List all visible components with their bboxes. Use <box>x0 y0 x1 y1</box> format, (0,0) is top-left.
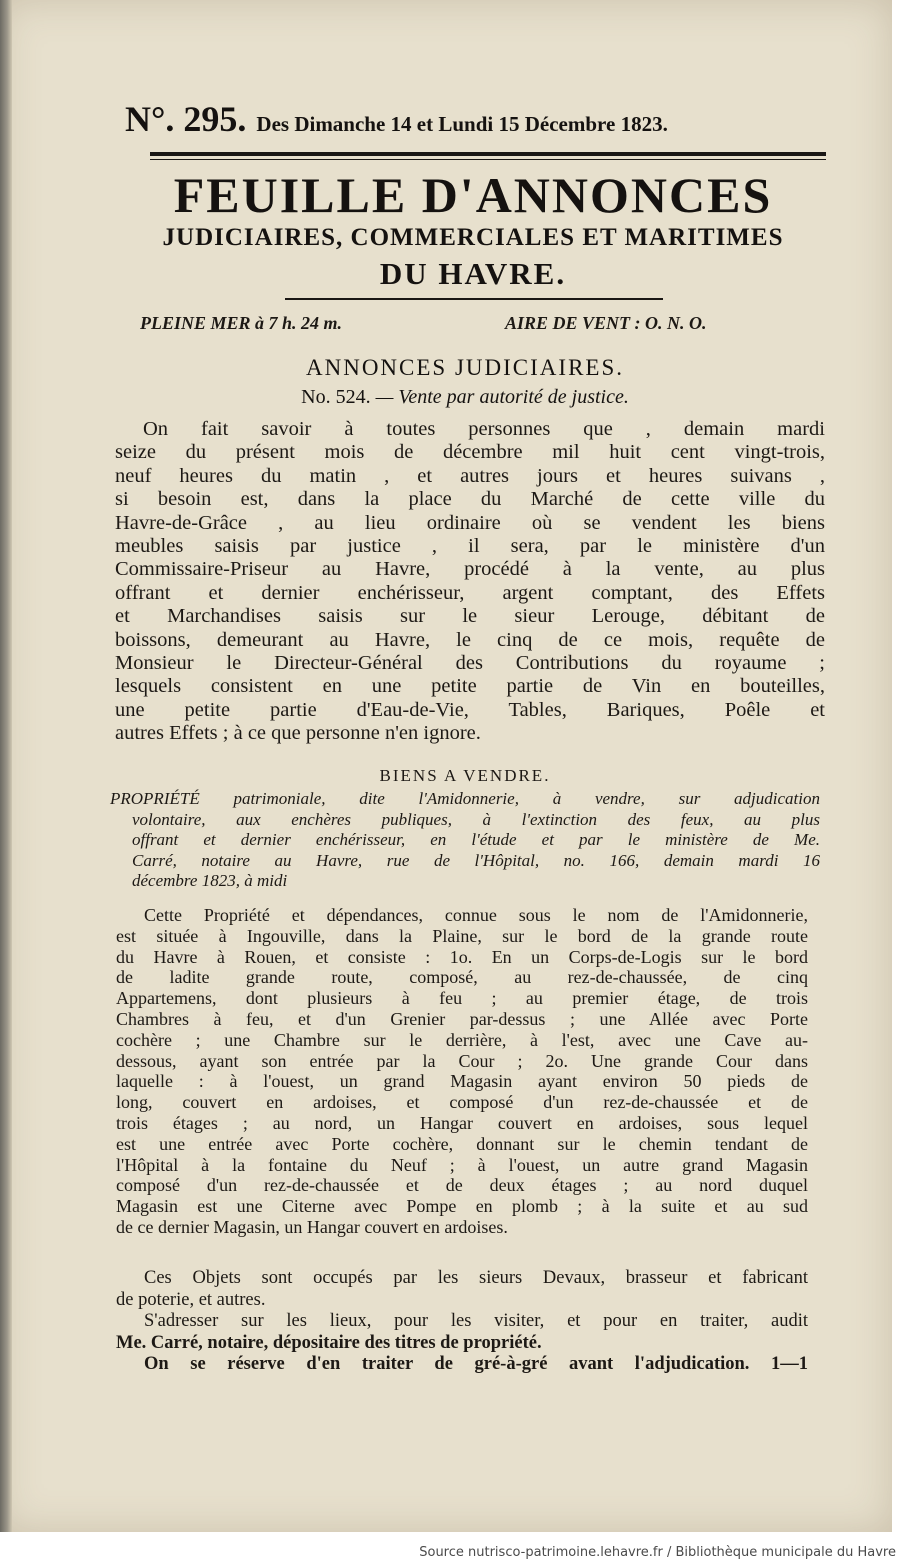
high-water-time: PLEINE MER à 7 h. 24 m. <box>140 313 343 333</box>
text-line: Cette Propriété et dépendances, connue sous le nom de l'Amidonnerie, <box>144 905 808 925</box>
issue-date: Des Dimanche 14 et Lundi 15 Décembre 1823. <box>256 112 668 136</box>
text-line: autres Effets ; à ce que personne n'en ignore. <box>115 722 481 745</box>
text-line: cochère ; une Chambre sur le derrière, à l'est, avec une Cave au- <box>116 1029 808 1050</box>
text-line: Appartemens, dont plusieurs à feu ; au premier étage, de trois <box>116 988 808 1009</box>
text-line: lesquels consistent en une petite partie de Vin en bouteilles, <box>115 675 825 698</box>
text-line: trois étages ; au nord, un Hangar couvert en ardoises, sous lequel <box>116 1112 808 1133</box>
text-line: Carré, notaire au Havre, rue de l'Hôpital, no. 166, demain mardi 16 <box>132 850 820 870</box>
masthead-rule <box>285 298 663 300</box>
judicial-heading: ANNONCES JUDICIAIRES. <box>305 355 624 380</box>
text-line: l'Hôpital à la fontaine du Neuf ; à l'ouest, un autre grand Magasin <box>116 1154 808 1175</box>
text-line: neuf heures du matin , et autres jours et heures suivans , <box>115 464 825 487</box>
header-rule-thick <box>150 152 826 156</box>
notice-number: No. 524. <box>301 386 371 408</box>
sale-heading: BIENS A VENDRE. <box>379 766 551 785</box>
text-line: décembre 1823, à midi <box>132 871 288 890</box>
source-credit: Source nutrisco-patrimoine.lehavre.fr / Bibliothèque municipale du Havre <box>419 1545 896 1560</box>
text-line: offrant et dernier enchérisseur, argent comptant, des Effets <box>115 581 825 604</box>
text-line: Monsieur le Directeur-Général des Contributions du royaume ; <box>115 652 825 675</box>
masthead-subtitle: JUDICIAIRES, COMMERCIALES ET MARITIMES <box>162 224 784 251</box>
text-line: une petite partie d'Eau-de-Vie, Tables, Bariques, Poêle et <box>115 698 825 721</box>
book-spine <box>0 0 12 1532</box>
text-line: S'adresser sur les lieux, pour les visiter, et pour en traiter, audit <box>144 1311 808 1331</box>
text-line: volontaire, aux enchères publiques, à l'extinction des feux, au plus <box>132 809 820 829</box>
text-line: offrant et dernier enchérisseur, en l'étude et par le ministère de Me. <box>132 830 820 849</box>
text-line: On fait savoir à toutes personnes que , demain mardi <box>143 418 825 440</box>
text-line: Chambres à feu, et d'un Grenier par-dessus ; une Allée avec Porte <box>116 1008 808 1029</box>
text-line: Ces Objets sont occupés par les sieurs Devaux, brasseur et fabricant <box>144 1268 808 1288</box>
sale-description <box>116 905 808 1238</box>
tide-info <box>140 313 820 334</box>
text-line: Me. Carré, notaire, dépositaire des titres de propriété. <box>116 1332 542 1353</box>
judicial-notice-title <box>110 386 820 409</box>
issue-number: N°. 295. <box>125 99 247 139</box>
text-line: Magasin est une Citerne avec Pompe en plomb ; à la suite et au sud <box>116 1196 808 1217</box>
sale-intro <box>110 789 820 892</box>
text-line: du Havre à Rouen, et consiste : 1o. En un Corps-de-Logis sur le bord <box>116 946 808 967</box>
text-line: est située à Ingouville, dans la Plaine, sur le bord de la grande route <box>116 925 808 946</box>
text-line: de ladite grande route, composé, au rez-de-chaussée, de cinq <box>116 967 808 988</box>
text-line: composé d'un rez-de-chaussée et de deux étages ; au nord duquel <box>116 1175 808 1196</box>
text-line: boissons, demeurant au Havre, le cinq de ce mois, requête de <box>115 628 825 651</box>
text-line: Commissaire-Priseur au Havre, procédé à la vente, au plus <box>115 558 825 581</box>
masthead-place: DU HAVRE. <box>379 256 567 291</box>
text-line: de poterie, et autres. <box>116 1289 266 1310</box>
text-line: dessous, ayant son entrée par la Cour ; 2o. Une grande Cour dans <box>116 1050 808 1071</box>
text-line: meubles saisis par justice , il sera, par le ministère d'un <box>115 535 825 558</box>
text-line: est une entrée avec Porte cochère, donnant sur le chemin tendant de <box>116 1133 808 1154</box>
text-line: Havre-de-Grâce , au lieu ordinaire où se vendent les biens <box>115 511 825 534</box>
header-rule-thin <box>150 159 826 160</box>
masthead-title: FEUILLE D'ANNONCES <box>173 167 773 223</box>
wind-direction: AIRE DE VENT : O. N. O. <box>505 313 707 333</box>
text-line: et Marchandises saisis sur le sieur Lerouge, débitant de <box>115 605 825 628</box>
sale-closing <box>116 1268 808 1376</box>
text-line: si besoin est, dans la place du Marché de cette ville du <box>115 488 825 511</box>
notice-subject: — Vente par autorité de justice. <box>375 386 629 408</box>
text-line: laquelle : à l'ouest, un grand Magasin ayant environ 50 pieds de <box>116 1071 808 1092</box>
text-line: PROPRIÉTÉ patrimoniale, dite l'Amidonnerie, à vendre, sur adjudication <box>110 789 820 808</box>
text-line: long, couvert en ardoises, et composé d'un rez-de-chaussée et de <box>116 1092 808 1113</box>
issue-header <box>125 98 825 140</box>
text-line: On se réserve d'en traiter de gré-à-gré avant l'adjudication. 1—1 <box>144 1354 808 1374</box>
text-line: seize du présent mois de décembre mil huit cent vingt-trois, <box>115 441 825 464</box>
judicial-notice-body <box>115 418 825 746</box>
text-line: de ce dernier Magasin, un Hangar couvert en ardoises. <box>116 1216 508 1237</box>
